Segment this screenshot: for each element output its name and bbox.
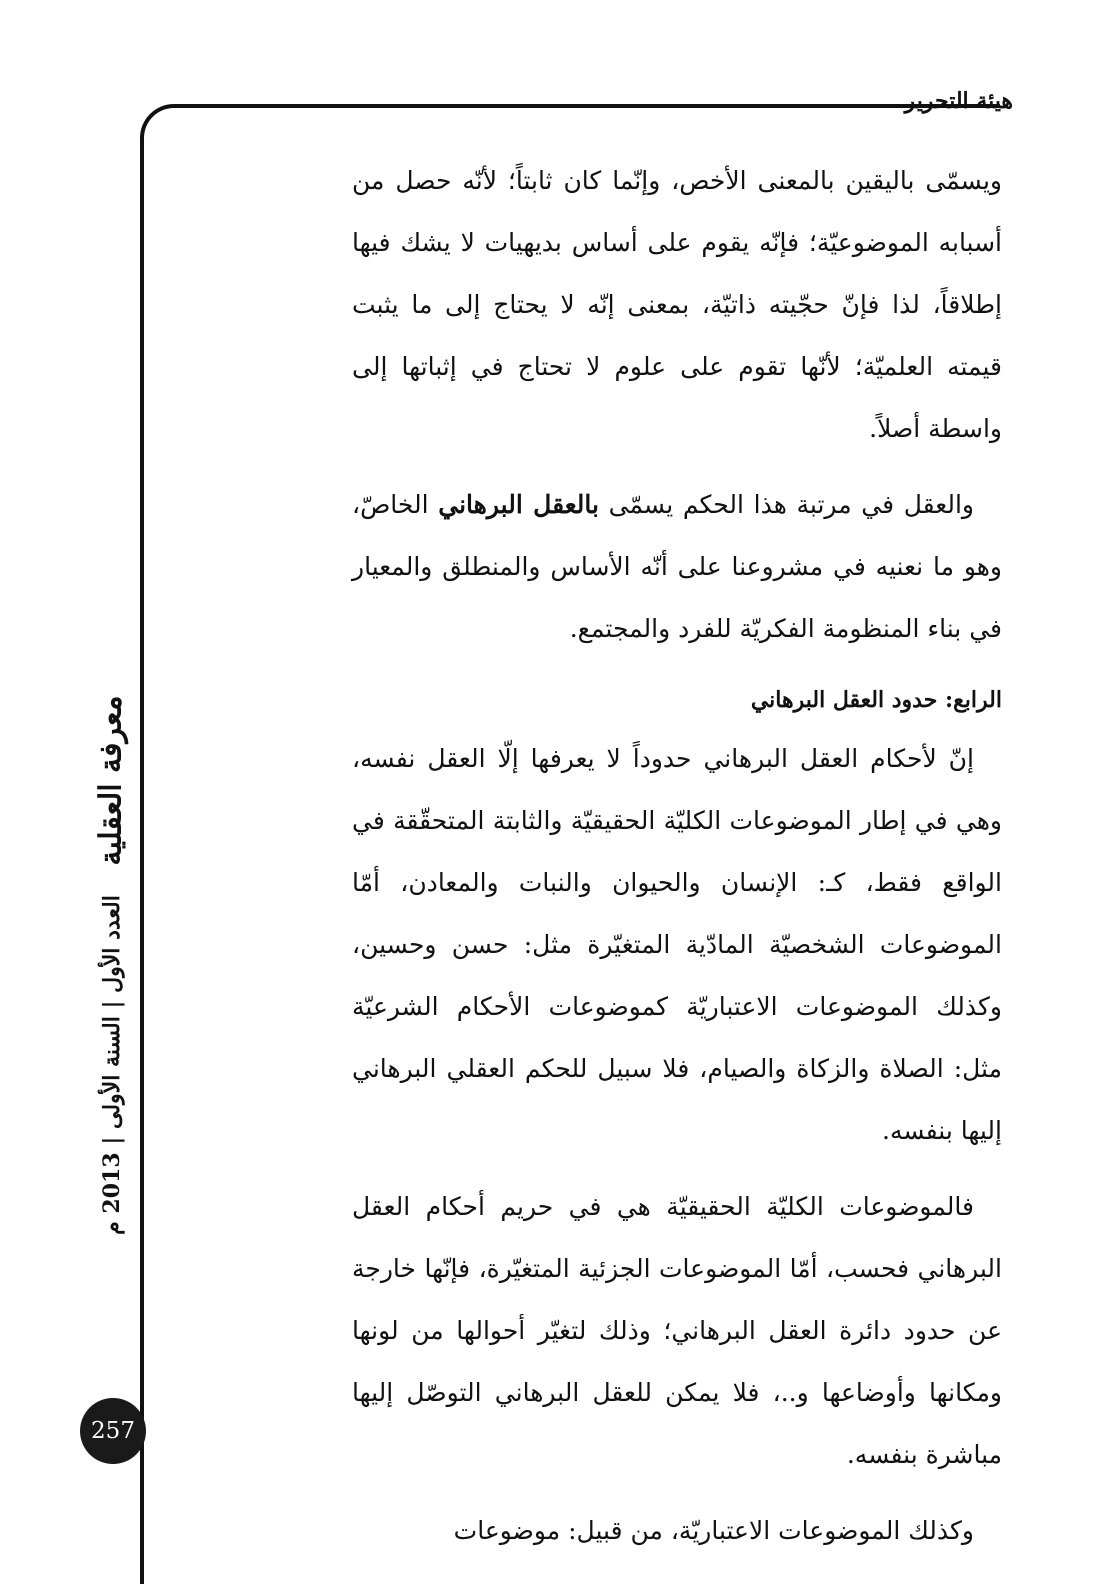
journal-logo-text: معرفة العقلية bbox=[93, 694, 129, 866]
journal-logo bbox=[80, 680, 142, 880]
paragraph-1: ويسمّى باليقين بالمعنى الأخص، وإنّما كان ثابتاً؛ لأنّه حصل من أسبابه الموضوعيّة؛ فإنّه يقوم على أساس بديهيات لا يشك فيها إطلاقاً، لذا فإنّ حجّيته ذاتيّة، بمعنى إنّه لا يحتاج إلى ما يثبت قيمته العلميّة؛ لأنّها تقوم على علوم لا تحتاج في إثباتها إلى واسطة أصلاً. bbox=[352, 166, 1002, 443]
paragraph-3: إنّ لأحكام العقل البرهاني حدوداً لا يعرفها إلّا العقل نفسه، وهي في إطار الموضوعات الكليّة الحقيقيّة والثابتة المتحقّقة في الواقع فقط، كـ: الإنسان والحيوان والنبات والمعادن، أمّا الموضوعات الشخصيّة المادّية المتغيّرة مثل: حسن وحسين، وكذلك الموضوعات الاعتباريّة كموضوعات الأحكام الشرعيّة مثل: الصلاة والزكاة والصيام، فلا سبيل للحكم العقلي البرهاني إليها بنفسه. bbox=[352, 744, 1002, 1145]
article-body bbox=[352, 150, 1002, 1562]
running-head: هيئة التحرير bbox=[904, 88, 1013, 114]
paragraph-2-text-start: والعقل في مرتبة هذا الحكم يسمّى bbox=[599, 490, 974, 519]
paragraph-2-text-end: الخاصّ، وهو ما نعنيه في مشروعنا على أنّه الأساس والمنطلق والمعيار في بناء المنظومة الفكريّة للفرد والمجتمع. bbox=[352, 490, 1002, 643]
paragraph-5: وكذلك الموضوعات الاعتباريّة، من قبيل: موضوعات bbox=[453, 1516, 974, 1545]
page-number: 257 bbox=[91, 1418, 135, 1444]
issue-info bbox=[84, 895, 140, 1235]
page-number-badge bbox=[80, 1398, 146, 1464]
paragraph-2-bold-term: بالعقل البرهاني bbox=[438, 490, 599, 519]
section-heading: الرابع: حدود العقل البرهاني bbox=[750, 687, 1002, 713]
paragraph-2 bbox=[352, 474, 1002, 660]
paragraph-4: فالموضوعات الكليّة الحقيقيّة هي في حريم أحكام العقل البرهاني فحسب، أمّا الموضوعات الجزئية المتغيّرة، فإنّها خارجة عن حدود دائرة العقل البرهاني؛ وذلك لتغيّر أحوالها من لونها ومكانها وأوضاعها و..، فلا يمكن للعقل البرهاني التوصّل إليها مباشرة بنفسه. bbox=[352, 1192, 1002, 1469]
issue-info-text: العدد الأول | السنة الأولى | 2013 م bbox=[99, 895, 125, 1235]
